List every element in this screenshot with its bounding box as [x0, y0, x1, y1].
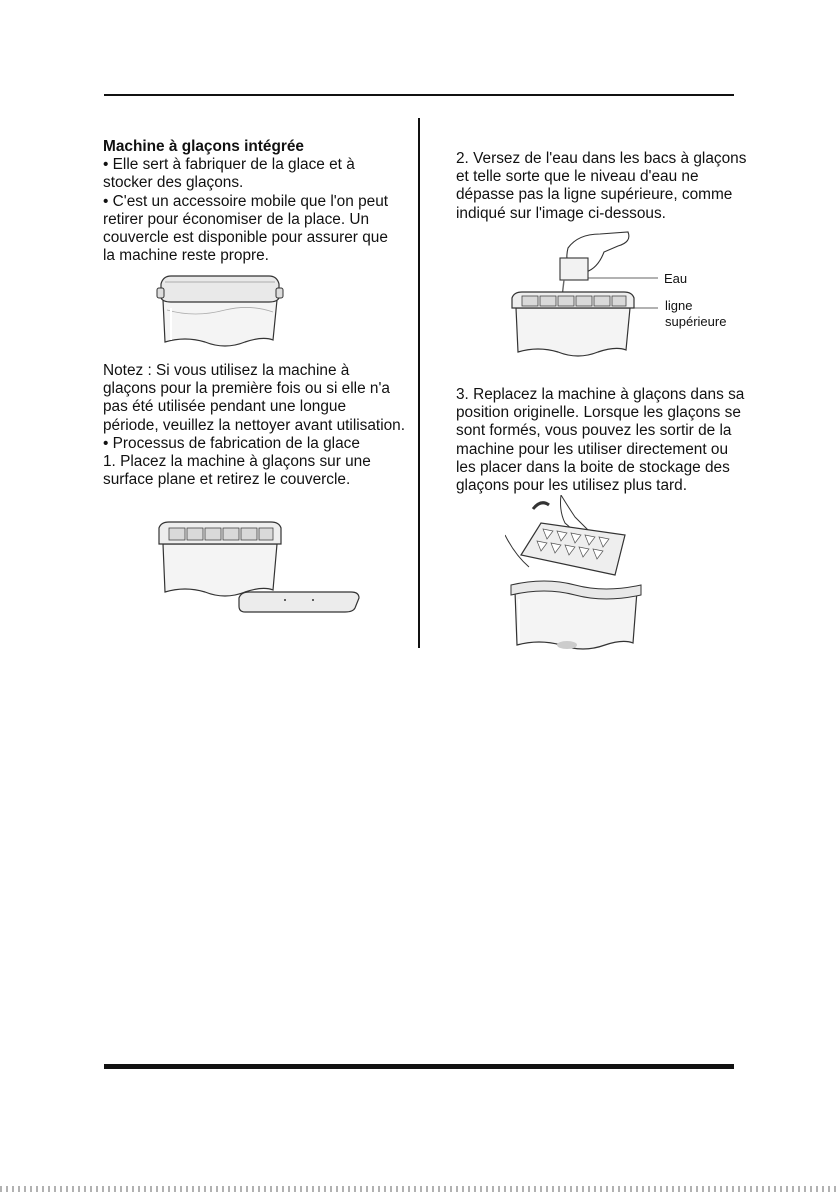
note-line: 1. Placez la machine à glaçons sur une [103, 453, 371, 471]
left-column-text [103, 138, 409, 265]
footer-rule [104, 1064, 734, 1069]
step3-line: machine pour les utiliser directement ou [456, 440, 729, 458]
ice-maker-open-illustration [155, 520, 365, 620]
note-line: • Processus de fabrication de la glace [103, 434, 360, 452]
step3-line: 3. Replacez la machine à glaçons dans sa [456, 386, 745, 403]
intro-line: • C'est un accessoire mobile que l'on peut [103, 192, 389, 210]
intro-line: couvercle est disponible pour assurer que [103, 229, 388, 247]
note-text [103, 362, 409, 489]
section-heading: Machine à glaçons intégrée [103, 138, 304, 155]
step3-line: glaçons pour les utilisez plus tard. [456, 477, 687, 495]
intro-line: stocker des glaçons. [103, 174, 244, 192]
step2-text [456, 150, 756, 223]
step2-line: 2. Versez de l'eau dans les bacs à glaçons [456, 150, 747, 167]
step3-line: position originelle. Lorsque les glaçons se [456, 404, 741, 422]
note-line: Notez : Si vous utilisez la machine à [103, 362, 350, 379]
page-edge-strip [0, 1186, 840, 1192]
pouring-water-illustration [508, 228, 658, 368]
note-line: surface plane et retirez le couvercle. [103, 471, 351, 489]
top-line-label-1: ligne [665, 298, 693, 313]
intro-line: la machine reste propre. [103, 247, 269, 265]
ice-maker-closed-illustration [155, 270, 285, 360]
step2-line: dépasse pas la ligne supérieure, comme [456, 186, 733, 204]
column-divider [418, 118, 420, 648]
intro-line: retirer pour économiser de la place. Un [103, 210, 370, 228]
intro-line: • Elle sert à fabriquer de la glace et à [103, 156, 355, 174]
removing-tray-illustration [505, 495, 645, 665]
note-line: pas été utilisée pendant une longue [103, 398, 347, 416]
note-line: période, veuillez la nettoyer avant utilisation. [103, 416, 406, 434]
step3-line: sont formés, vous pouvez les sortir de la [456, 422, 732, 440]
top-line-label-2: supérieure [665, 314, 727, 329]
water-label: Eau [664, 271, 688, 286]
step2-line: et telle sorte que le niveau d'eau ne [456, 168, 699, 186]
step3-text [456, 386, 756, 495]
step3-line: les placer dans la boite de stockage des [456, 458, 730, 476]
note-line: glaçons pour la première fois ou si elle n'a [103, 380, 390, 398]
header-rule [104, 94, 734, 96]
step2-line: indiqué sur l'image ci-dessous. [456, 204, 666, 222]
